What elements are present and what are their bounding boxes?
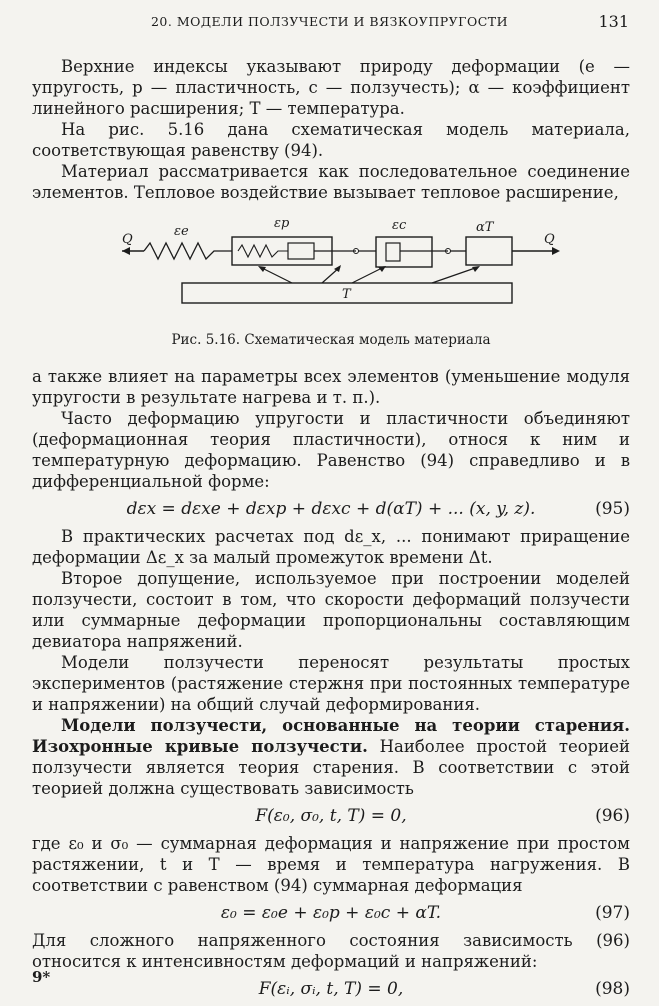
paragraph: где ε₀ и σ₀ — суммарная деформация и напряжение при простом растяжении, t и T — время и температура нагружения. В соответствии с равенством (94) суммарная деформация <box>32 834 630 895</box>
equation-number: (98) <box>595 979 630 999</box>
elastic-spring <box>144 243 232 259</box>
arrow-heads-icon <box>258 265 480 272</box>
creep-dashpot <box>376 237 432 267</box>
paragraph <box>32 715 630 799</box>
equation-expression: F(εᵢ, σᵢ, t, T) = 0, <box>258 979 404 999</box>
figure-5-16 <box>32 209 630 329</box>
equation-expression: ε₀ = ε₀e + ε₀p + ε₀c + αT. <box>220 903 442 923</box>
page-body <box>32 56 630 1006</box>
running-header <box>0 14 659 36</box>
paragraph: Модели ползучести переносят результаты простых экспериментов (растяжение стержня при постоянных температуре и напряжении) на общий случай деформирования. <box>32 653 630 714</box>
paragraph: В практических расчетах под dε_x, ... понимают приращение деформации Δε_x за малый промежуток времени Δt. <box>32 527 630 567</box>
material-model-diagram <box>92 213 572 321</box>
friction-block <box>288 243 314 259</box>
thermal-element <box>466 237 512 265</box>
section-heading: Модели ползучести, основанные на теории старения. Изохронные кривые ползучести. <box>32 716 630 756</box>
paragraph: Верхние индексы указывают природу деформации (e — упругость, p — пластичность, c — ползучесть); α — коэффициент линейного расширения; T — температура. <box>32 57 630 118</box>
paragraph: Для сложного напряженного состояния зависимость (96) относится к интенсивностям деформаций и напряжений: <box>32 931 630 971</box>
eps-c-label: εc <box>392 218 407 233</box>
eps-e-label: εe <box>174 224 189 239</box>
force-label-left: Q <box>122 232 133 247</box>
equation-97 <box>32 896 630 930</box>
chapter-title: 20. МОДЕЛИ ПОЛЗУЧЕСТИ И ВЯЗКОУПРУГОСТИ <box>150 14 509 29</box>
temperature-influence-arrows <box>260 267 478 283</box>
paragraph-text: Наиболее простой теорией ползучести является теория старения. В соответствии с этой теорией должна существовать зависимость <box>32 737 631 798</box>
paragraph: Второе допущение, используемое при построении моделей ползучести, состоит в том, что скорости деформаций ползучести или суммарные деформации пропорциональны составляющим девиатора напряжений. <box>32 569 630 651</box>
arrow-head-left-icon <box>122 247 130 255</box>
eps-p-label: εp <box>274 216 290 231</box>
plastic-spring <box>238 245 288 257</box>
equation-expression: dεx = dεxe + dεxp + dεxc + d(αT) + ... (x, y, z). <box>126 499 536 519</box>
dashpot-piston <box>386 243 400 261</box>
printer-signature: 9* <box>32 968 51 986</box>
equation-expression: F(ε₀, σ₀, t, T) = 0, <box>255 806 407 826</box>
figure-caption: Рис. 5.16. Схематическая модель материала <box>171 332 491 348</box>
paragraph: На рис. 5.16 дана схематическая модель материала, соответствующая равенству (94). <box>32 120 630 160</box>
equation-95 <box>32 492 630 526</box>
equation-98 <box>32 972 630 1006</box>
arrow-head-right-icon <box>552 247 560 255</box>
equation-number: (97) <box>595 903 630 923</box>
equation-number: (95) <box>595 499 630 519</box>
temperature-label: T <box>342 287 351 302</box>
page-number: 131 <box>598 12 629 31</box>
force-label-right: Q <box>544 232 555 247</box>
paragraph: Часто деформацию упругости и пластичности объединяют (деформационная теория пластичности), относя к ним и температурную деформацию. Равенство (94) справедливо и в дифференциальной форме: <box>32 409 630 491</box>
equation-96 <box>32 799 630 833</box>
paragraph: а также влияет на параметры всех элементов (уменьшение модуля упругости в результате нагрева и т. п.). <box>32 367 630 407</box>
paragraph: Материал рассматривается как последовательное соединение элементов. Тепловое воздействие вызывает тепловое расширение, <box>32 162 630 202</box>
alpha-t-label: αT <box>476 220 494 235</box>
equation-number: (96) <box>595 806 630 826</box>
